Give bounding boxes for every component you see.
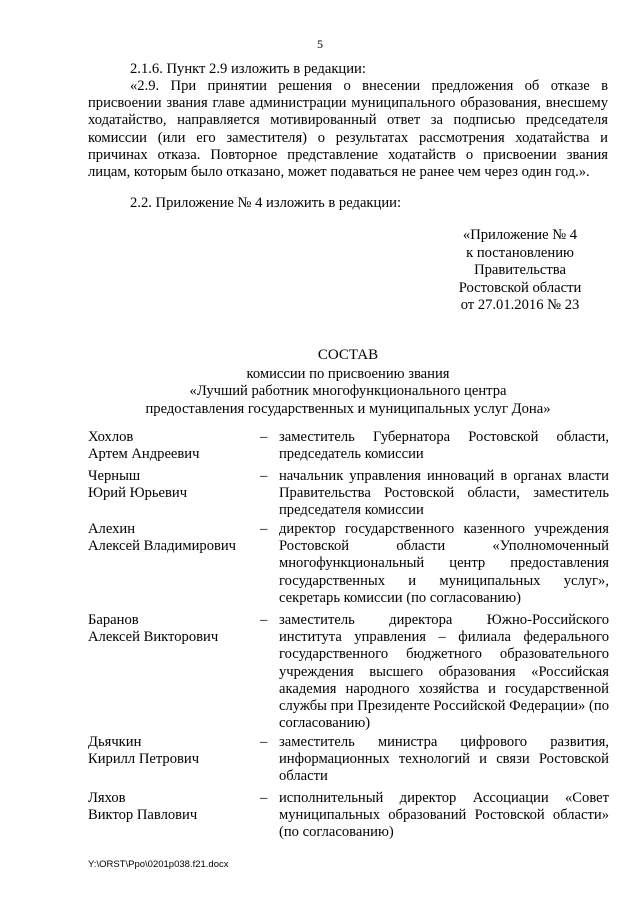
member-dash: –: [260, 612, 268, 628]
member-given-name: Артем Андреевич: [88, 446, 200, 463]
member-dash: –: [260, 521, 268, 537]
appendix-line-5: от 27.01.2016 № 23: [460, 297, 580, 314]
member-role: начальник управления инноваций в органах власти Правительства Ростовской области, заместитель председателя комиссии: [279, 468, 609, 519]
title-line-2: «Лучший работник многофункционального центра: [189, 383, 507, 400]
title-heading: СОСТАВ: [317, 347, 379, 363]
member-name: [88, 734, 258, 768]
member-name: [88, 521, 258, 555]
member-name: [88, 790, 258, 824]
member-surname: Ляхов: [88, 790, 126, 806]
appendix-line-1: «Приложение № 4: [462, 227, 578, 243]
member-given-name: Виктор Павлович: [88, 807, 198, 824]
member-surname: Алехин: [88, 521, 136, 537]
appendix-heading: [420, 227, 620, 315]
member-surname: Дьячкин: [88, 734, 142, 750]
file-path-footer: Y:\ORST\Ppo\0201p038.f21.docx: [88, 859, 229, 870]
member-dash: –: [260, 790, 268, 806]
paragraph-2-2: 2.2. Приложение № 4 изложить в редакции:: [130, 195, 401, 211]
page-number: 5: [317, 37, 323, 51]
member-surname: Баранов: [88, 612, 139, 628]
member-role: заместитель Губернатора Ростовской области, председатель комиссии: [279, 429, 609, 463]
paragraph-2-9-text: «2.9. При принятии решения о внесении предложения об отказе в присвоении звания главе администрации муниципального образования, внесшему ходатайство, направляется мотивированный ответ за подписью председателя комиссии (или его заместителя) о результатах рассмотрения ходатайства и причинах отказа. Повторное представление ходатайств о присвоении звания лицам, которым было отказано, может подаваться не ранее чем через один год.».: [88, 78, 608, 181]
member-name: [88, 468, 258, 502]
member-dash: –: [260, 429, 268, 445]
member-role: исполнительный директор Ассоциации «Совет муниципальных образований Ростовской области» (по согласованию): [279, 790, 609, 841]
title-line-3: предоставления государственных и муниципальных услуг Дона»: [145, 400, 551, 417]
member-given-name: Кирилл Петрович: [88, 751, 200, 768]
member-role: заместитель директора Южно-Российского института управления – филиала федерального государственного бюджетного образовательного учреждения высшего образования «Российская академия народного хозяйства и государственной службы при Президенте Российской Федерации» (по согласованию): [279, 612, 609, 732]
member-dash: –: [260, 468, 268, 484]
member-given-name: Юрий Юрьевич: [88, 485, 188, 502]
member-surname: Хохлов: [88, 429, 134, 445]
appendix-line-3: Правительства: [474, 262, 566, 279]
commission-title: [88, 347, 608, 418]
member-name: [88, 612, 258, 646]
member-given-name: Алексей Викторович: [88, 629, 219, 646]
appendix-line-4: Ростовской области: [458, 279, 582, 296]
member-surname: Черныш: [88, 468, 141, 484]
member-role: директор государственного казенного учреждения Ростовской области «Уполномоченный многофункциональный центр предоставления государственных и муниципальных услуг», секретарь комиссии (по согласованию): [279, 521, 609, 606]
member-name: [88, 429, 258, 463]
title-line-1: комиссии по присвоению звания: [246, 366, 450, 383]
member-given-name: Алексей Владимирович: [88, 538, 237, 555]
appendix-line-2: к постановлению: [466, 244, 574, 261]
member-role: заместитель министра цифрового развития, информационных технологий и связи Ростовской области: [279, 734, 609, 785]
member-dash: –: [260, 734, 268, 750]
paragraph-2-1-6: 2.1.6. Пункт 2.9 изложить в редакции:: [130, 61, 366, 77]
